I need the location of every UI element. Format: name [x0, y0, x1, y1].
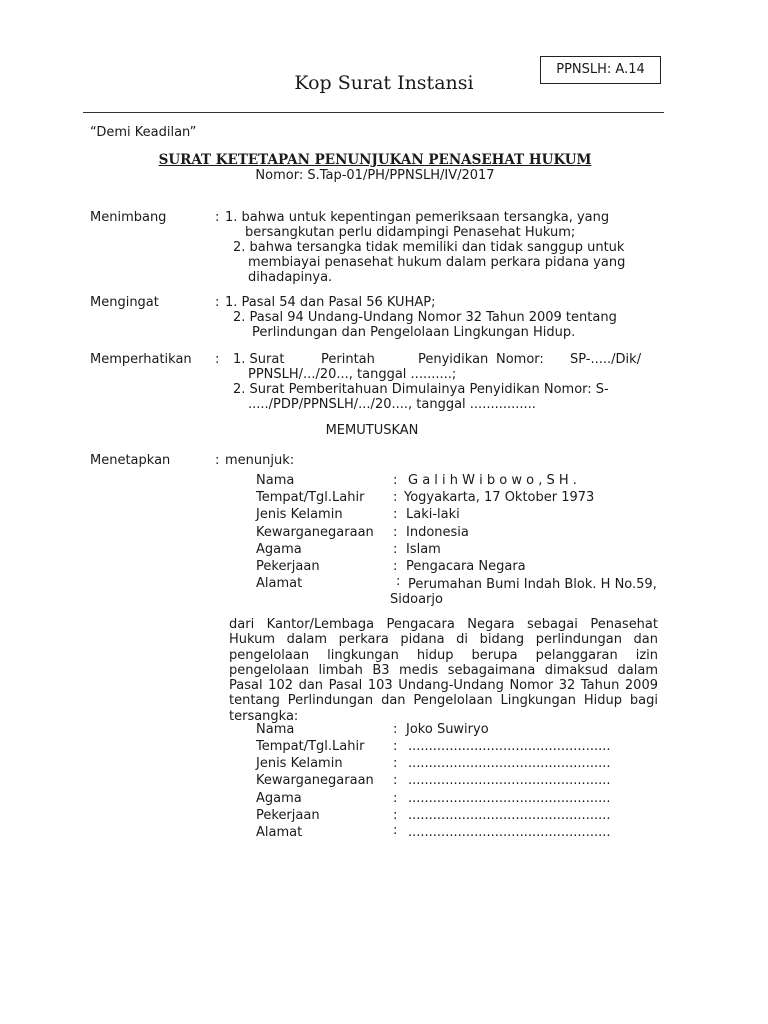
document-number: Nomor: S.Tap-01/PH/PPNSLH/IV/2017 [255, 168, 495, 183]
tersangka-colon: : [393, 808, 398, 823]
penasehat-label: Kewarganegaraan [256, 525, 374, 540]
penasehat-value: G a l i h W i b o w o , S H . [408, 473, 577, 488]
mengingat-item-2: 2. Pasal 94 Undang-Undang Nomor 32 Tahun 2009 tentang [233, 310, 617, 325]
menimbang-item-2: 2. bahwa tersangka tidak memiliki dan tidak sanggup untuk [233, 240, 625, 255]
menimbang-item-2-cont: membiayai penasehat hukum dalam perkara pidana yang [248, 255, 626, 270]
tersangka-value: ................................................. [408, 739, 611, 754]
tersangka-label: Nama [256, 722, 295, 737]
tersangka-colon: : [393, 773, 398, 788]
penasehat-label: Pekerjaan [256, 559, 320, 574]
memperhatikan-item-1-word: Penyidikan [418, 352, 489, 367]
tersangka-value: ................................................. [408, 756, 611, 771]
memperhatikan-colon: : [215, 352, 220, 367]
tersangka-label: Jenis Kelamin [256, 756, 343, 771]
header-divider [83, 112, 664, 113]
penasehat-label: Jenis Kelamin [256, 507, 343, 522]
mengingat-item-1: 1. Pasal 54 dan Pasal 56 KUHAP; [225, 295, 436, 310]
penasehat-colon: : [393, 559, 398, 574]
menimbang-label: Menimbang [90, 210, 167, 225]
penasehat-value: Pengacara Negara [406, 559, 526, 574]
memperhatikan-item-2-cont: ...../PDP/PPNSLH/.../20...., tanggal ................ [248, 397, 536, 412]
tersangka-label: Alamat [256, 825, 303, 840]
document-code-box: PPNSLH: A.14 [540, 56, 661, 84]
penasehat-colon: : [393, 542, 398, 557]
letterhead-title: Kop Surat Instansi [294, 72, 474, 94]
memperhatikan-item-1-word: Perintah [321, 352, 375, 367]
penasehat-label: Nama [256, 473, 295, 488]
appointment-paragraph: dari Kantor/Lembaga Pengacara Negara sebagai Penasehat Hukum dalam perkara pidana di bidang perlindungan dan pengelolaan lingkungan hidup berupa pelanggaran izin pengelolaan limbah B3 medis sebagaimana dimaksud dalam Pasal 102 dan Pasal 103 Undang-Undang Nomor 32 Tahun 2009 tentang Perlindungan dan Pengelolaan Lingkungan Hidup bagi tersangka: [229, 617, 658, 724]
penasehat-label: Agama [256, 542, 302, 557]
penasehat-label: Alamat [256, 576, 303, 591]
menimbang-item-1: 1. bahwa untuk kepentingan pemeriksaan tersangka, yang [225, 210, 610, 225]
penasehat-value: Yogyakarta, 17 Oktober 1973 [404, 490, 595, 505]
memperhatikan-item-1-word: SP-...../Dik/ [570, 352, 642, 367]
tersangka-label: Tempat/Tgl.Lahir [256, 739, 365, 754]
penasehat-label: Tempat/Tgl.Lahir [256, 490, 365, 505]
menimbang-item-1-cont: bersangkutan perlu didampingi Penasehat Hukum; [245, 225, 576, 240]
tersangka-value: ................................................. [408, 773, 611, 788]
tersangka-label: Kewarganegaraan [256, 773, 374, 788]
menetapkan-colon: : [215, 453, 220, 468]
tersangka-value: ................................................. [408, 791, 611, 806]
tersangka-label: Agama [256, 791, 302, 806]
document-title: SURAT KETETAPAN PENUNJUKAN PENASEHAT HUKUM [158, 152, 592, 168]
memperhatikan-item-1-word: Nomor: [496, 352, 544, 367]
tersangka-colon: : [393, 722, 398, 737]
memperhatikan-item-2: 2. Surat Pemberitahuan Dimulainya Penyidikan Nomor: S- [233, 382, 609, 397]
mengingat-label: Mengingat [90, 295, 159, 310]
tersangka-value: ................................................. [408, 825, 611, 840]
memperhatikan-item-1-cont: PPNSLH/.../20..., tanggal ..........; [248, 367, 457, 382]
penasehat-value: Islam [406, 542, 441, 557]
penasehat-colon: : [393, 507, 398, 522]
tersangka-colon: : [393, 756, 398, 771]
penasehat-value: Laki-laki [406, 507, 460, 522]
tersangka-colon: : [393, 791, 398, 806]
penasehat-value: Indonesia [406, 525, 469, 540]
menimbang-item-2-cont2: dihadapinya. [248, 270, 333, 285]
mengingat-colon: : [215, 295, 220, 310]
tersangka-value: ................................................. [408, 808, 611, 823]
tersangka-colon: : [393, 823, 398, 838]
demi-keadilan: “Demi Keadilan” [90, 125, 197, 140]
penasehat-alamat-cont: Sidoarjo [390, 592, 443, 607]
memperhatikan-label: Memperhatikan [90, 352, 192, 367]
tersangka-label: Pekerjaan [256, 808, 320, 823]
memutuskan-heading: MEMUTUSKAN [325, 423, 419, 438]
penasehat-colon: : [393, 473, 398, 488]
menetapkan-intro: menunjuk: [225, 453, 295, 468]
tersangka-colon: : [393, 739, 398, 754]
menetapkan-label: Menetapkan [90, 453, 171, 468]
menimbang-colon: : [215, 210, 220, 225]
penasehat-value: Perumahan Bumi Indah Blok. H No.59, [408, 577, 657, 592]
tersangka-value: Joko Suwiryo [406, 722, 489, 737]
penasehat-colon: : [393, 525, 398, 540]
memperhatikan-item-1-word: 1. Surat [233, 352, 285, 367]
penasehat-colon: : [396, 574, 401, 589]
penasehat-colon: : [393, 490, 398, 505]
mengingat-item-2-cont: Perlindungan dan Pengelolaan Lingkungan Hidup. [252, 325, 576, 340]
